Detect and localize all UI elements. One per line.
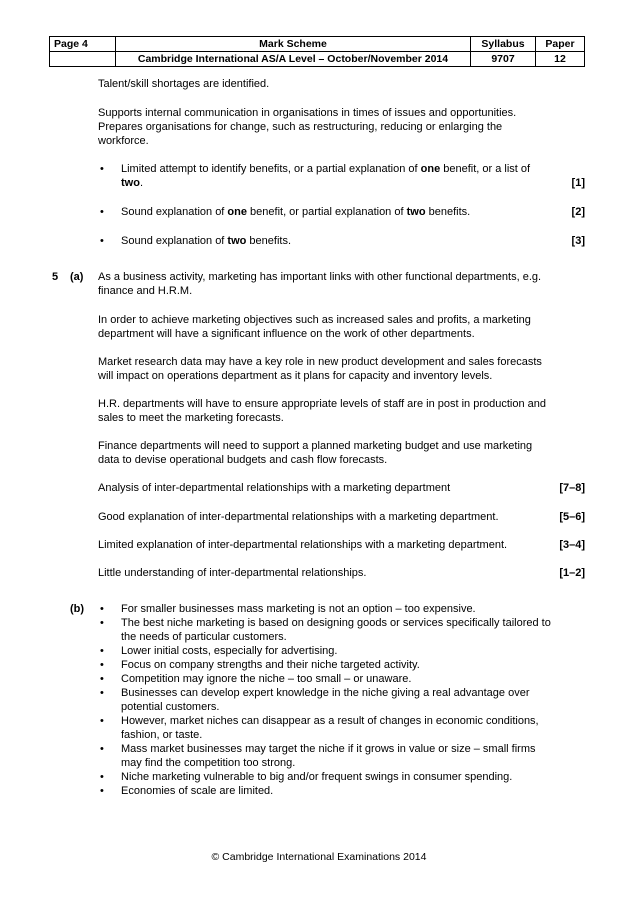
b-bullet-7-line-1: However, market niches can disappear as a result of changes in economic conditions, xyxy=(121,715,539,727)
bullet: • xyxy=(100,617,104,629)
a-para-4-line-2: sales to meet the marketing forecasts. xyxy=(98,412,284,424)
b-bullet-2-line-2: the needs of particular customers. xyxy=(121,631,287,643)
b-bullet-8-line-2: may find the competition too strong. xyxy=(121,757,296,769)
part-a-label: (a) xyxy=(70,271,84,283)
syllabus-label: Syllabus xyxy=(471,37,536,52)
question-number: 5 xyxy=(52,271,59,283)
intro-paragraph-2-line-2: Prepares organisations for change, such as restructuring, reducing or enlarging the xyxy=(98,121,503,133)
intro-level-1-line-2: two. xyxy=(121,177,144,189)
intro-level-1-line-1: Limited attempt to identify benefits, or a partial explanation of one benefit, or a list of xyxy=(121,163,531,175)
intro-level-3-mark: [3] xyxy=(571,235,585,247)
a-para-4-line-1: H.R. departments will have to ensure appropriate levels of staff are in post in production and xyxy=(98,398,546,410)
a-para-3-line-2: will impact on operations department as it plans for capacity and inventory levels. xyxy=(98,370,493,382)
a-para-2-line-2: department will have a significant influence on the work of other departments. xyxy=(98,328,475,340)
intro-paragraph-1: Talent/skill shortages are identified. xyxy=(98,78,270,90)
b-bullet-8-line-1: Mass market businesses may target the niche if it grows in value or size – small firms xyxy=(121,743,536,755)
b-bullet-6-line-1: Businesses can develop expert knowledge in the niche giving a real advantage over xyxy=(121,687,530,699)
a-level-4: Little understanding of inter-departmental relationships. xyxy=(98,567,367,579)
intro-level-2-mark: [2] xyxy=(571,206,585,218)
b-bullet-9: Niche marketing vulnerable to big and/or frequent swings in consumer spending. xyxy=(121,771,513,783)
a-level-1: Analysis of inter-departmental relationships with a marketing department xyxy=(98,482,451,494)
b-bullet-3: Lower initial costs, especially for advertising. xyxy=(121,645,338,657)
b-bullet-7-line-2: fashion, or taste. xyxy=(121,729,203,741)
header-empty-cell xyxy=(50,52,116,67)
b-bullet-6-line-2: potential customers. xyxy=(121,701,220,713)
intro-level-2: Sound explanation of one benefit, or partial explanation of two benefits. xyxy=(121,206,471,218)
intro-paragraph-2-line-1: Supports internal communication in organisations in times of issues and opportunities. xyxy=(98,107,517,119)
bullet: • xyxy=(100,206,104,218)
intro-paragraph-2-line-3: workforce. xyxy=(98,135,149,147)
bullet: • xyxy=(100,673,104,685)
page-number: Page 4 xyxy=(50,37,116,52)
bullet: • xyxy=(100,645,104,657)
header-table xyxy=(49,36,585,67)
bullet: • xyxy=(100,743,104,755)
part-b-label: (b) xyxy=(70,603,85,615)
b-bullet-2-line-1: The best niche marketing is based on designing goods or services specifically tailored to xyxy=(121,617,551,629)
bullet: • xyxy=(100,603,104,615)
a-level-3-mark: [3–4] xyxy=(559,539,585,551)
bullet: • xyxy=(100,785,104,797)
paper-label: Paper xyxy=(536,37,585,52)
a-para-2-line-1: In order to achieve marketing objectives such as increased sales and profits, a marketing xyxy=(98,314,531,326)
intro-level-3: Sound explanation of two benefits. xyxy=(121,235,292,247)
bullet: • xyxy=(100,715,104,727)
bullet: • xyxy=(100,163,104,175)
a-level-2-mark: [5–6] xyxy=(559,511,585,523)
a-level-4-mark: [1–2] xyxy=(559,567,585,579)
a-level-1-mark: [7–8] xyxy=(559,482,585,494)
b-bullet-4: Focus on company strengths and their niche targeted activity. xyxy=(121,659,420,671)
doc-type: Mark Scheme xyxy=(116,37,471,52)
bullet: • xyxy=(100,687,104,699)
a-level-2: Good explanation of inter-departmental relationships with a marketing department. xyxy=(98,511,499,523)
a-para-1-line-1: As a business activity, marketing has important links with other functional departments, e.g. xyxy=(98,271,542,283)
a-para-5-line-1: Finance departments will need to support a planned marketing budget and use marketing xyxy=(98,440,533,452)
bullet: • xyxy=(100,771,104,783)
footer-copyright: © Cambridge International Examinations 2014 xyxy=(211,851,427,863)
bullet: • xyxy=(100,235,104,247)
syllabus-code: 9707 xyxy=(471,52,536,67)
paper-number: 12 xyxy=(536,52,585,67)
a-para-3-line-1: Market research data may have a key role in new product development and sales forecasts xyxy=(98,356,542,368)
b-bullet-10: Economies of scale are limited. xyxy=(121,785,274,797)
a-para-5-line-2: data to devise operational budgets and cash flow forecasts. xyxy=(98,454,388,466)
b-bullet-1: For smaller businesses mass marketing is not an option – too expensive. xyxy=(121,603,476,615)
intro-level-1-mark: [1] xyxy=(571,177,585,189)
b-bullet-5: Competition may ignore the niche – too small – or unaware. xyxy=(121,673,412,685)
doc-title: Cambridge International AS/A Level – October/November 2014 xyxy=(116,52,471,67)
a-para-1-line-2: finance and H.R.M. xyxy=(98,285,193,297)
a-level-3: Limited explanation of inter-departmental relationships with a marketing department. xyxy=(98,539,508,551)
bullet: • xyxy=(100,659,104,671)
